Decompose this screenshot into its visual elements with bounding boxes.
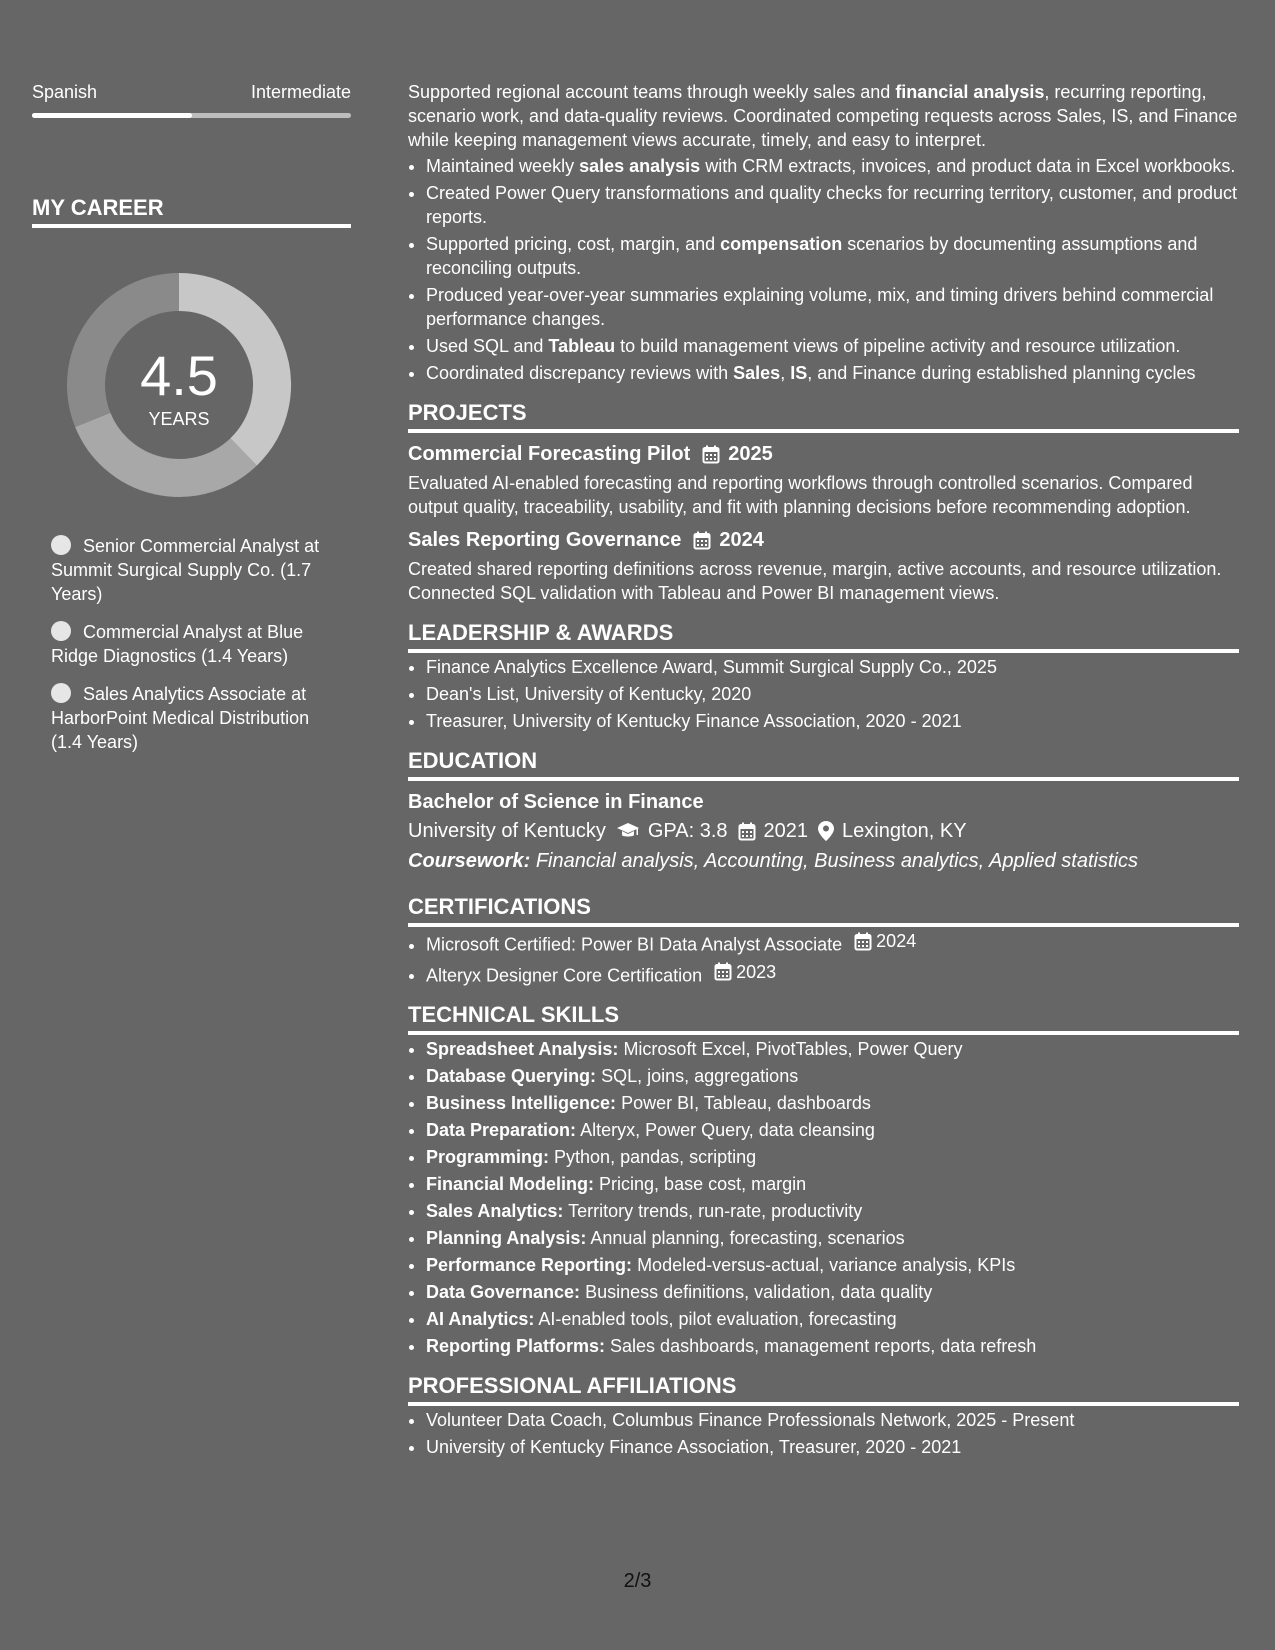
affiliations-heading: PROFESSIONAL AFFILIATIONS [408,1372,1239,1406]
skill-item [426,1172,1239,1196]
education-location: Lexington, KY [842,820,967,842]
calendar-icon [854,932,872,951]
skill-value: Territory trends, run-rate, productivity [568,1201,863,1221]
experience-bullet [426,154,1239,178]
experience-bullet [426,181,1239,229]
career-dot-icon [51,683,71,703]
project-title [408,441,1239,467]
skill-item [426,1280,1239,1304]
affiliation-item: • Volunteer Data Coach, Columbus Finance Professionals Network, 2025 - Present [426,1408,1239,1432]
language-level: Intermediate [250,82,351,102]
certification-item [426,960,1239,988]
text-run: , [780,363,791,383]
coursework-list: Financial analysis, Accounting, Business analytics, Applied statistics [535,850,1138,872]
skill-label: Database Querying: [426,1066,597,1086]
affiliations-list [408,1408,1239,1459]
certification-year: 2024 [876,931,917,951]
certification-item [426,929,1239,957]
skill-label: Performance Reporting: [426,1255,633,1275]
skill-item [426,1091,1239,1115]
skill-value: Annual planning, forecasting, scenarios [590,1228,905,1248]
award-item: • Dean's List, University of Kentucky, 2020 [426,682,1239,706]
certification-date [714,960,776,984]
skill-label: Data Preparation: [426,1120,577,1140]
skill-value: Alteryx, Power Query, data cleansing [580,1120,875,1140]
leadership-list [408,655,1239,733]
career-donut-chart [66,272,292,498]
skill-label: Financial Modeling: [426,1174,595,1194]
skill-value: Python, pandas, scripting [554,1147,757,1167]
experience-bullet [426,334,1239,358]
location-pin-icon [818,821,834,841]
career-item [51,534,341,606]
bold-text: financial analysis [895,82,1045,102]
text-run: scenarios by documenting assumptions and reconciling outputs. [426,234,1198,278]
page-number: 2/3 [623,1570,652,1592]
certification-year: 2023 [736,961,777,982]
education-meta [408,817,1239,845]
skill-value: SQL, joins, aggregations [601,1066,799,1086]
experience-summary [408,80,1239,152]
skill-value: Pricing, base cost, margin [599,1174,807,1194]
bold-text: IS [790,363,808,383]
certification-name: Alteryx Designer Core Certification [426,965,703,985]
experience-bullets [408,154,1239,385]
career-label: Sales Analytics Associate at HarborPoint Medical Distribution (1.4 Years) [51,684,310,752]
project-year: 2025 [728,443,773,465]
skill-label: Sales Analytics: [426,1201,564,1221]
language-name: Spanish [32,82,98,102]
career-list [51,534,341,754]
project-description: Evaluated AI-enabled forecasting and reporting workflows through controlled scenarios. Compared output quality, traceability, usability, and fit with planning decisions before recommending adoption. [408,473,1193,517]
award-item: • Finance Analytics Excellence Award, Summit Surgical Supply Co., 2025 [426,655,1239,679]
skill-label: Programming: [426,1147,550,1167]
skill-value: AI-enabled tools, pilot evaluation, forecasting [538,1309,897,1329]
award-item: • Treasurer, University of Kentucky Finance Association, 2020 - 2021 [426,709,1239,733]
skill-value: Business definitions, validation, data quality [585,1282,933,1302]
experience-bullet [426,361,1239,385]
skill-value: Sales dashboards, management reports, data refresh [610,1336,1037,1356]
bold-text: Sales [733,363,781,383]
calendar-icon [714,962,732,981]
project-year: 2024 [719,529,764,551]
education-gpa: GPA: 3.8 [647,820,728,842]
career-heading: MY CAREER [32,194,351,228]
calendar-icon [702,445,720,464]
total-years-unit: YEARS [148,409,210,429]
education-school: University of Kentucky [408,820,606,842]
text-run: Produced year-over-year summaries explaining volume, mix, and timing drivers behind commercial performance changes. [426,285,1214,329]
text-run: Maintained weekly [426,156,580,176]
graduation-cap-icon [616,822,640,840]
text-run: , and Finance during established planning cycles [807,363,1196,383]
career-label: Commercial Analyst at Blue Ridge Diagnostics (1.4 Years) [51,622,304,666]
project-name: Sales Reporting Governance [408,529,682,551]
education-coursework [408,847,1239,875]
skill-item [426,1334,1239,1358]
skill-label: Reporting Platforms: [426,1336,606,1356]
career-dot-icon [51,535,71,555]
text-run: to build management views of pipeline activity and resource utilization. [615,336,1181,356]
experience-bullet [426,283,1239,331]
text-run: Created Power Query transformations and quality checks for recurring territory, customer, and product reports. [426,183,1238,227]
main-content [408,80,1239,1462]
coursework-label: Coursework: [408,850,531,872]
skill-label: Planning Analysis: [426,1228,587,1248]
skill-item [426,1064,1239,1088]
skill-item [426,1199,1239,1223]
text-run: with CRM extracts, invoices, and product data in Excel workbooks. [700,156,1236,176]
skill-value: Power BI, Tableau, dashboards [621,1093,871,1113]
skills-heading: TECHNICAL SKILLS [408,1001,1239,1035]
projects-list [408,441,1239,605]
certifications-heading: CERTIFICATIONS [408,893,1239,927]
career-item [51,620,341,668]
bold-text: compensation [720,234,843,254]
calendar-icon [738,822,756,841]
skill-item [426,1226,1239,1250]
skills-list [408,1037,1239,1358]
project-name: Commercial Forecasting Pilot [408,443,691,465]
text-run: Supported regional account teams through weekly sales and [408,82,896,102]
donut-center [66,272,292,498]
skill-label: Data Governance: [426,1282,581,1302]
total-years-value: 4.5 [140,344,218,407]
text-run: Coordinated discrepancy reviews with [426,363,734,383]
experience-bullet [426,232,1239,280]
education-heading: EDUCATION [408,747,1239,781]
skill-item [426,1118,1239,1142]
career-label: Senior Commercial Analyst at Summit Surgical Supply Co. (1.7 Years) [51,536,320,604]
skill-value: Modeled-versus-actual, variance analysis, KPIs [637,1255,1016,1275]
language-row [32,80,351,104]
certification-date [854,929,916,953]
skill-item [426,1037,1239,1061]
career-dot-icon [51,621,71,641]
skill-item [426,1253,1239,1277]
text-run: , recurring reporting, scenario work, and data-quality reviews. Coordinated competing requests across Sales, IS, and Finance while keeping management views accurate, timely, and easy to interpret. [408,82,1238,150]
sidebar [32,80,351,768]
career-item [51,682,341,754]
skill-label: Spreadsheet Analysis: [426,1039,619,1059]
skill-label: Business Intelligence: [426,1093,617,1113]
language-proficiency-fill [32,113,192,118]
skill-value: Microsoft Excel, PivotTables, Power Query [623,1039,963,1059]
skill-item [426,1307,1239,1331]
skill-item [426,1145,1239,1169]
certification-name: Microsoft Certified: Power BI Data Analyst Associate [426,934,843,955]
skill-label: AI Analytics: [426,1309,535,1329]
calendar-icon [693,531,711,550]
language-proficiency-bar [32,113,351,118]
projects-heading: PROJECTS [408,399,1239,433]
education-degree: Bachelor of Science in Finance [408,791,704,813]
project-title [408,527,1239,553]
education-year: 2021 [763,820,809,842]
leadership-heading: LEADERSHIP & AWARDS [408,619,1239,653]
bold-text: sales analysis [579,156,701,176]
text-run: Supported pricing, cost, margin, and [426,234,721,254]
text-run: Used SQL and [426,336,549,356]
bold-text: Tableau [548,336,616,356]
affiliation-item: • University of Kentucky Finance Association, Treasurer, 2020 - 2021 [426,1435,1239,1459]
certifications-list [408,929,1239,987]
project-description: Created shared reporting definitions across revenue, margin, active accounts, and resource utilization. Connected SQL validation with Tableau and Power BI management views. [408,559,1222,603]
